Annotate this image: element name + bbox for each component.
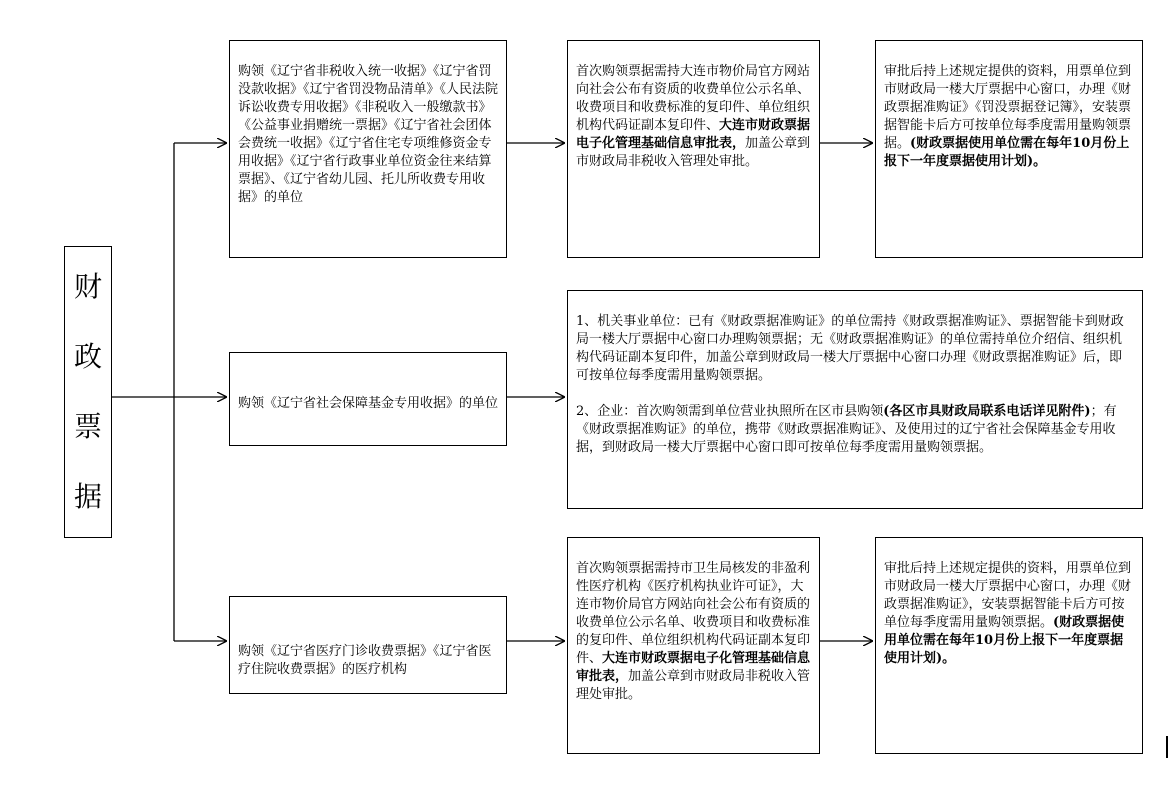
row3-first-purchase-box bbox=[567, 537, 820, 754]
row3-approval-office-text: 加盖公章到市财政局非税收入管理处审批。 bbox=[576, 669, 811, 702]
row1-applicant-box bbox=[229, 40, 507, 258]
row1-after-approval-box bbox=[875, 40, 1143, 258]
row1-applicant-text: 购领《辽宁省非税收入统一收据》《辽宁省罚没款收据》《辽宁省罚没物品清单》《人民法院诉讼收费专用收据》《非税收入一般缴款书》《公益事业捐赠统一票据》《辽宁省社会团体会费统一收据》《辽宁省住宅专项维修资金专用收据》《辽宁省行政事业单位资金往来结算票据》、《辽宁省幼儿园、托儿所收费专用收据》的单位 bbox=[238, 64, 499, 205]
row2-procedure-box bbox=[567, 290, 1143, 509]
root-char-2: 政 bbox=[73, 340, 102, 373]
row2-enterprise-contact-note: (各区市具财政局联系电话详见附件) bbox=[883, 404, 1091, 419]
row2-enterprise-text-a: 2、企业：首次购领需到单位营业执照所在区市县购领 bbox=[576, 404, 884, 419]
root-char-4: 据 bbox=[73, 480, 102, 513]
row3-applicant-text: 购领《辽宁省医疗门诊收费票据》《辽宁省医疗住院收费票据》的医疗机构 bbox=[238, 644, 492, 677]
row1-after-approval-text: 审批后持上述规定提供的资料，用票单位到市财政局一楼大厅票据中心窗口，办理《财政票据准购证》《罚没票据登记簿》，安装票据智能卡后方可按单位每季度需用量购领票据。 bbox=[884, 64, 1132, 151]
row1-approval-form-text: 大连市财政票据电子化管理基础信息审批表， bbox=[576, 118, 811, 151]
edge-mark bbox=[1166, 736, 1168, 758]
row2-applicant-text: 购领《辽宁省社会保障基金专用收据》的单位 bbox=[238, 396, 499, 411]
row2-enterprise-text-c: ；有《财政票据准购证》的单位，携带《财政票据准购证》、及使用过的辽宁省社会保障基金专用收据，到财政局一楼大厅票据中心窗口即可按单位每季度需用量购领票据。 bbox=[576, 404, 1117, 455]
row3-annual-plan-note: (财政票据使用单位需在每年10月份上报下一年度票据使用计划)。 bbox=[884, 615, 1125, 666]
row3-applicant-box bbox=[229, 596, 507, 694]
row1-first-purchase-box bbox=[567, 40, 820, 258]
root-char-3: 票 bbox=[73, 410, 102, 443]
row3-after-approval-text: 审批后持上述规定提供的资料，用票单位到市财政局一楼大厅票据中心窗口，办理《财政票据准购证》，安装票据智能卡后方可按单位每季度需用量购领票据。 bbox=[884, 561, 1132, 630]
row1-annual-plan-note: (财政票据使用单位需在每年10月份上报下一年度票据使用计划)。 bbox=[884, 136, 1130, 169]
root-node-caizheng-piaoju bbox=[64, 246, 112, 538]
row1-approval-office-text: 加盖公章到市财政局非税收入管理处审批。 bbox=[576, 136, 811, 169]
row3-approval-form-text: 大连市财政票据电子化管理基础信息审批表， bbox=[576, 651, 811, 684]
row3-after-approval-box bbox=[875, 537, 1143, 754]
row3-first-purchase-text: 首次购领票据需持市卫生局核发的非盈利性医疗机构《医疗机构执业许可证》，大连市物价局官方网站向社会公布有资质的收费单位公示名单、收费项目和收费标准的复印件、单位组织机构代码证副本复印件、 bbox=[576, 561, 811, 666]
row2-item-institution: 1、机关事业单位：已有《财政票据准购证》的单位需持《财政票据准购证》、票据智能卡到财政局一楼大厅票据中心窗口办理购领票据；无《财政票据准购证》的单位需持单位介绍信、组织机构代码证副本复印件，加盖公章到财政局一楼大厅票据中心窗口办理《财政票据准购证》后，即可按单位每季度需用量购领票据。 bbox=[576, 314, 1124, 383]
row2-item-enterprise bbox=[576, 403, 1134, 457]
row1-first-purchase-text: 首次购领票据需持大连市物价局官方网站向社会公布有资质的收费单位公示名单、收费项目和收费标准的复印件、单位组织机构代码证副本复印件、 bbox=[576, 64, 811, 133]
row2-applicant-box bbox=[229, 352, 507, 446]
root-char-1: 财 bbox=[73, 270, 102, 303]
